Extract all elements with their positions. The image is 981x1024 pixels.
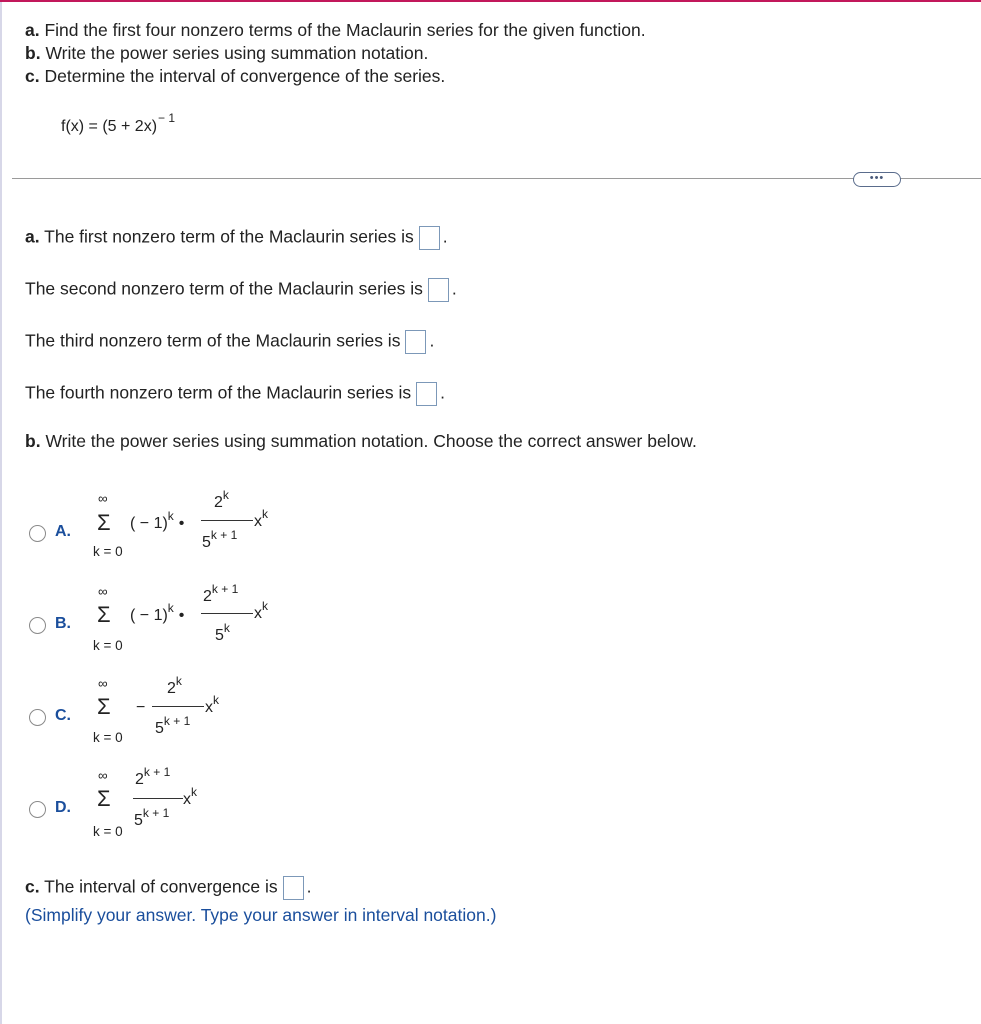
part-c-hint: (Simplify your answer. Type your answer in interval notation.) xyxy=(25,905,497,925)
option-b-fraction-bar xyxy=(201,613,253,614)
option-d-upper-limit: ∞ xyxy=(98,768,108,783)
option-b-label: B. xyxy=(55,615,71,632)
option-d-lower-limit: k = 0 xyxy=(93,824,123,839)
option-a-radio[interactable] xyxy=(29,525,46,542)
option-b-upper-limit: ∞ xyxy=(98,584,108,599)
option-c-label: C. xyxy=(55,707,71,724)
instruction-c: c. Determine the interval of convergence of the series. xyxy=(25,66,446,86)
option-a-upper-limit: ∞ xyxy=(98,491,108,506)
option-a-fraction-bar xyxy=(201,520,253,521)
part-b-prompt: b. Write the power series using summation notation. Choose the correct answer below. xyxy=(25,431,697,451)
option-d-numerator: $2^{k + 1}$ xyxy=(135,765,171,788)
option-b-variable: $x^k$ xyxy=(254,599,268,622)
term4-answer-input[interactable] xyxy=(416,382,437,406)
part-a-term1: a. The first nonzero term of the Maclaurin series is . xyxy=(25,226,448,250)
option-a-lower-limit: k = 0 xyxy=(93,544,123,559)
term2-answer-input[interactable] xyxy=(428,278,449,302)
option-c-fraction-bar xyxy=(152,706,204,707)
option-c-sign: − xyxy=(136,699,146,716)
option-d-label: D. xyxy=(55,799,71,816)
option-d-fraction-bar xyxy=(133,798,183,799)
term3-answer-input[interactable] xyxy=(405,330,426,354)
option-a-label: A. xyxy=(55,523,71,540)
interval-answer-input[interactable] xyxy=(283,876,304,900)
option-c-upper-limit: ∞ xyxy=(98,676,108,691)
option-c-radio[interactable] xyxy=(29,709,46,726)
option-b-sigma: Σ xyxy=(97,602,111,627)
option-a-denominator: $5^{k + 1}$ xyxy=(202,528,238,551)
part-c-prompt: c. The interval of convergence is . xyxy=(25,876,312,900)
option-d-variable: $x^k$ xyxy=(183,785,197,808)
instruction-a: a. Find the first four nonzero terms of the Maclaurin series for the given function. xyxy=(25,20,646,40)
part-a-term4: The fourth nonzero term of the Maclaurin series is . xyxy=(25,382,445,406)
option-d-radio[interactable] xyxy=(29,801,46,818)
instruction-b: b. Write the power series using summation notation. xyxy=(25,43,429,63)
option-c-lower-limit: k = 0 xyxy=(93,730,123,745)
part-a-term3: The third nonzero term of the Maclaurin series is . xyxy=(25,330,434,354)
option-b-radio[interactable] xyxy=(29,617,46,634)
option-c-sigma: Σ xyxy=(97,694,111,719)
option-b-denominator: 5$^k$ xyxy=(215,621,230,644)
option-b-sign: ( − 1)$^k$ • xyxy=(130,601,185,624)
option-c-variable: $x^k$ xyxy=(205,693,219,716)
function-expression: $f(x) = (5 + 2x)^{- 1}$ xyxy=(61,111,176,135)
option-b-numerator: $2^{k + 1}$ xyxy=(203,582,239,605)
option-a-sigma: Σ xyxy=(97,510,111,535)
option-a-sign: ( − 1)$^k$ • xyxy=(130,509,185,532)
part-a-term2: The second nonzero term of the Maclaurin series is . xyxy=(25,278,457,302)
option-d-denominator: $5^{k + 1}$ xyxy=(134,806,170,829)
option-a-variable: $x^k$ xyxy=(254,507,268,530)
option-c-numerator: 2$^k$ xyxy=(167,674,182,697)
option-b-lower-limit: k = 0 xyxy=(93,638,123,653)
option-a-numerator: 2$^k$ xyxy=(214,488,229,511)
option-d-sigma: Σ xyxy=(97,786,111,811)
more-options-button[interactable]: ••• xyxy=(853,172,901,187)
term1-answer-input[interactable] xyxy=(419,226,440,250)
option-c-denominator: $5^{k + 1}$ xyxy=(155,714,191,737)
top-accent-bar xyxy=(0,0,981,2)
left-border xyxy=(0,2,2,1024)
section-divider xyxy=(12,178,981,179)
